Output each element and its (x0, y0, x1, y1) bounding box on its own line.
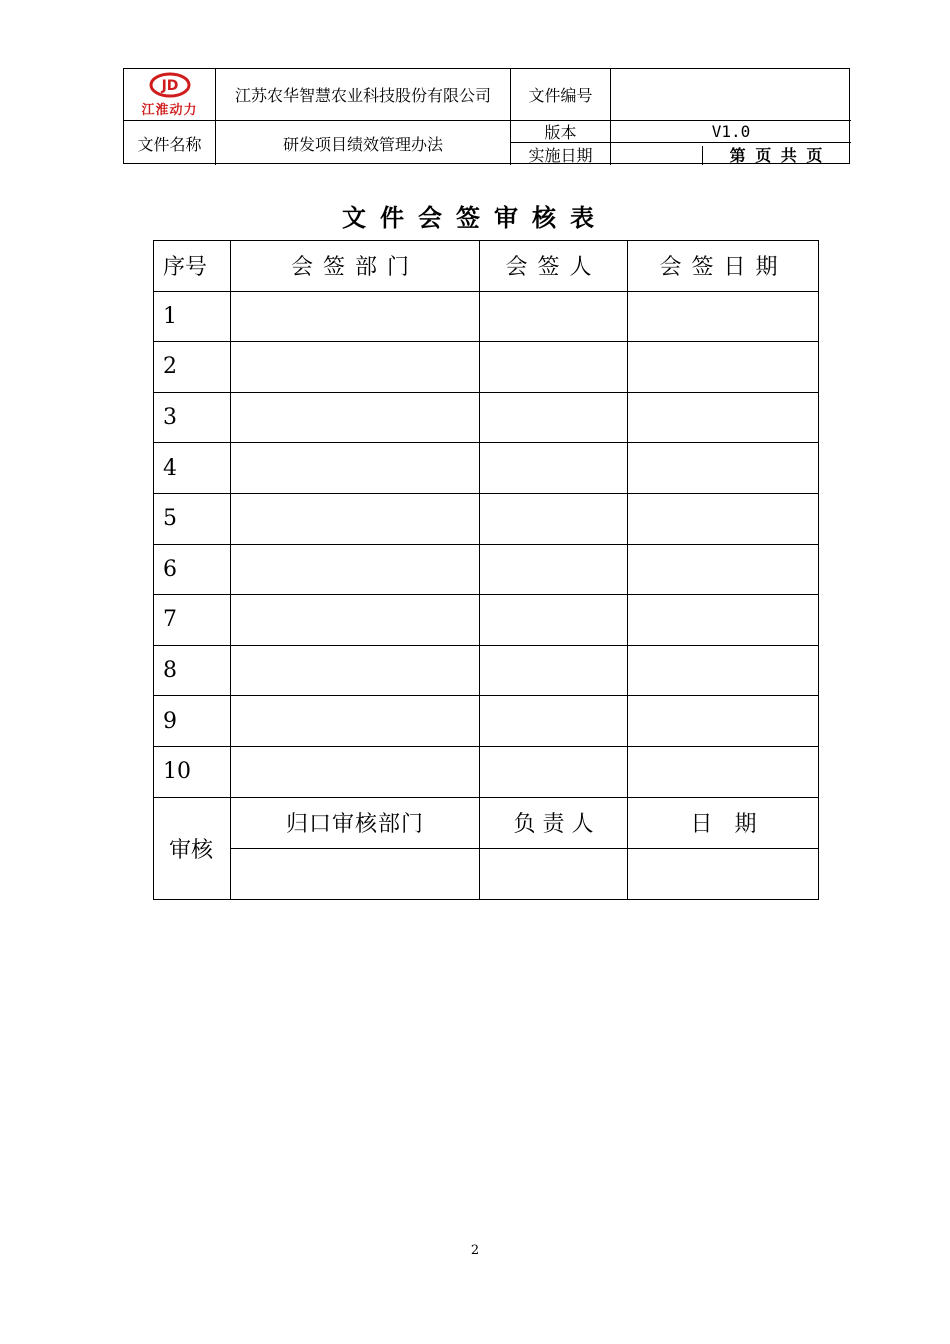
signer-cell[interactable] (480, 595, 628, 645)
department-cell[interactable] (231, 342, 480, 392)
date-value (611, 143, 702, 165)
signer-cell[interactable] (480, 292, 628, 342)
review-entry-row (231, 848, 819, 899)
department-cell[interactable] (231, 696, 480, 746)
review-owner-header: 负 责 人 (480, 798, 628, 849)
review-section (154, 798, 818, 899)
doc-name-value: 研发项目绩效管理办法 (282, 134, 443, 154)
date-label: 实施日期 (528, 145, 593, 165)
review-dept-cell[interactable] (231, 848, 480, 899)
table-row (154, 595, 818, 646)
review-date-header: 日 期 (690, 812, 757, 838)
row-index: 4 (154, 443, 231, 493)
svg-text:JD: JD (161, 77, 178, 94)
row-index: 5 (154, 494, 231, 544)
signer-cell[interactable] (480, 646, 628, 696)
department-cell[interactable] (231, 595, 480, 645)
table-header-row (154, 241, 818, 292)
date-cell[interactable] (628, 494, 819, 544)
review-label: 审核 (154, 798, 231, 899)
row-index: 6 (154, 545, 231, 595)
table-row (154, 292, 818, 343)
review-owner-cell[interactable] (480, 848, 628, 899)
col-header-signer: 会签人 (480, 241, 628, 291)
department-cell[interactable] (231, 545, 480, 595)
col-header-date: 会签日期 (659, 255, 788, 281)
table-row (154, 342, 818, 393)
department-cell[interactable] (231, 646, 480, 696)
row-index: 9 (154, 696, 231, 746)
row-index: 7 (154, 595, 231, 645)
document-header (123, 68, 850, 164)
signer-cell[interactable] (480, 443, 628, 493)
department-cell[interactable] (231, 292, 480, 342)
table-row (154, 747, 818, 798)
page-title: 文件会签审核表 (342, 203, 608, 232)
countersign-table (153, 240, 819, 900)
row-index: 1 (154, 292, 231, 342)
signer-cell[interactable] (480, 494, 628, 544)
col-header-department: 会签部门 (231, 241, 480, 291)
row-index: 10 (154, 747, 231, 797)
signer-cell[interactable] (480, 696, 628, 746)
table-row (154, 646, 818, 697)
signer-cell[interactable] (480, 747, 628, 797)
date-cell[interactable] (628, 443, 819, 493)
date-cell[interactable] (628, 595, 819, 645)
row-index: 2 (154, 342, 231, 392)
department-cell[interactable] (231, 443, 480, 493)
page-number: 2 (470, 1243, 480, 1258)
row-index: 3 (154, 393, 231, 443)
table-row (154, 494, 818, 545)
signer-cell[interactable] (480, 342, 628, 392)
date-cell[interactable] (628, 393, 819, 443)
doc-no-value (611, 69, 851, 120)
date-cell[interactable] (628, 545, 819, 595)
department-cell[interactable] (231, 747, 480, 797)
col-header-index: 序号 (154, 241, 231, 291)
page-info: 第 页 共 页 (729, 145, 825, 165)
signer-cell[interactable] (480, 393, 628, 443)
signer-cell[interactable] (480, 545, 628, 595)
date-cell[interactable] (628, 292, 819, 342)
jd-logo-icon (149, 72, 191, 98)
doc-no-label: 文件编号 (528, 86, 593, 105)
row-index: 8 (154, 646, 231, 696)
table-row (154, 545, 818, 596)
date-cell[interactable] (628, 696, 819, 746)
department-cell[interactable] (231, 393, 480, 443)
version-value: V1.0 (711, 122, 751, 141)
table-row (154, 393, 818, 444)
company-logo (124, 69, 215, 120)
department-cell[interactable] (231, 494, 480, 544)
date-cell[interactable] (628, 342, 819, 392)
version-label: 版本 (544, 123, 577, 142)
date-cell[interactable] (628, 646, 819, 696)
company-name: 江苏农华智慧农业科技股份有限公司 (234, 86, 491, 105)
doc-name-label: 文件名称 (137, 134, 202, 154)
review-date-cell[interactable] (628, 848, 819, 899)
review-dept-header: 归口审核部门 (231, 798, 480, 849)
date-cell[interactable] (628, 747, 819, 797)
table-row (154, 696, 818, 747)
logo-text: 江淮动力 (141, 102, 198, 118)
review-header-row (231, 798, 819, 850)
table-row (154, 443, 818, 494)
